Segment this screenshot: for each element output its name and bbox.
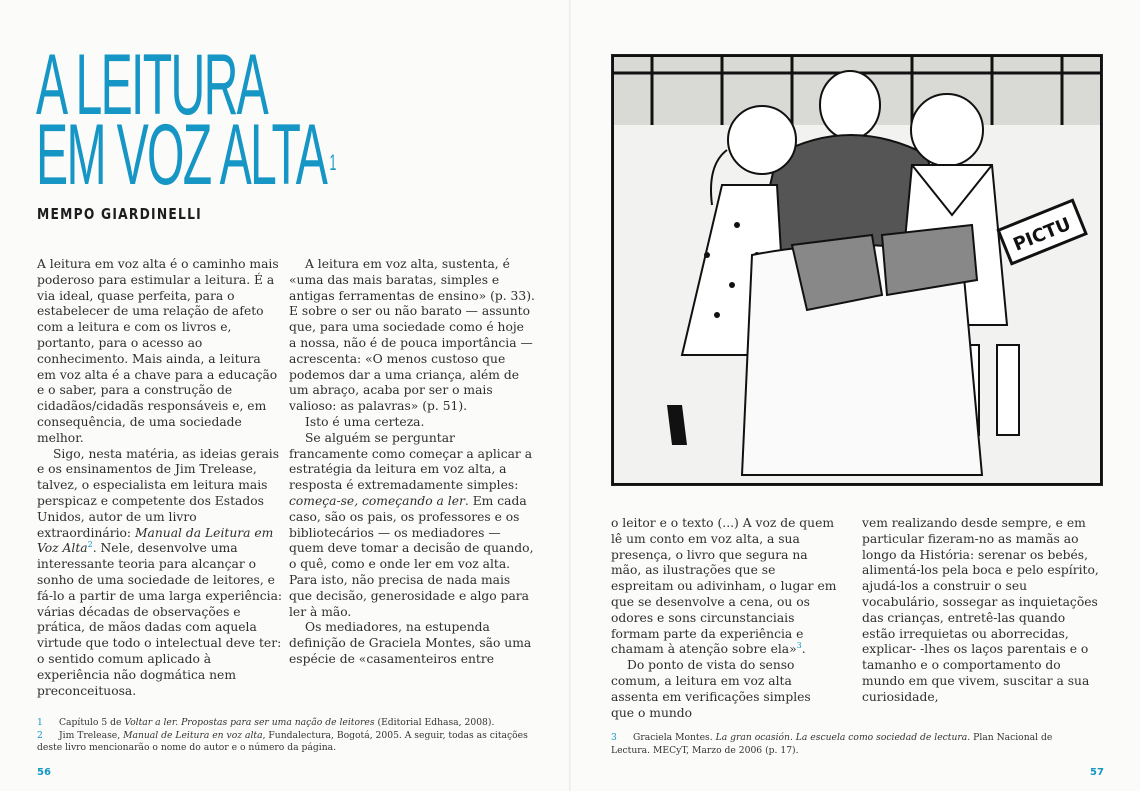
- paragraph: vem realizando desde sempre, e em particular fizeram-no as mamãs ao longo da História: serenar os bebés, alimentá-los pela boca e pelo espírito, ajudá-los a construir o seu vocabulário, sossegar as inquietações das crianças, entretê-las quando estão irrequietas ou aborrecidas, explicar- -lhes os laços parentais e o tamanho e o comportamento do mundo em que vivem, suscitar a sua curiosidade,: [862, 516, 1099, 704]
- paragraph: A leitura em voz alta, sustenta, é «uma das mais baratas, simples e antigas ferramentas de ensino» (p. 33). E sobre o ser ou não barato — assunto que, para uma sociedade como é hoje a nossa, não é de pouca importância — acrescenta: «O menos custoso que podemos dar a uma criança, além de um abraço, acaba por ser o mais valioso: as palavras» (p. 51).: [289, 257, 535, 414]
- paragraph: Se alguém se perguntar francamente como começar a aplicar a estratégia da leitura em voz alta, a resposta é extremadamente simples: começa-se, começando a ler. Em cada caso, são os pais, os professores e os bibliotecários — os mediadores — quem deve tomar a decisão de quando, o quê, como e onde ler em voz alta. Para isto, não precisa de nada mais que decisão, generosidade e algo para ler à mão.: [289, 430, 534, 619]
- title-footnote-mark: 1: [329, 150, 337, 175]
- title-line-2: EM VOZ ALTA: [36, 107, 327, 203]
- author-name: MEMPO GIARDINELLI: [37, 205, 202, 223]
- text-column-1: [37, 257, 283, 699]
- paragraph: Isto é uma certeza.: [305, 414, 425, 429]
- illustration-sign-text: PICTU: [1010, 213, 1074, 256]
- paragraph: Do ponto de vista do senso comum, a leitura em voz alta assenta em verificações simples que o mundo: [611, 658, 811, 720]
- footnote-ref: 3: [796, 641, 802, 651]
- text-column-4: [862, 516, 1102, 706]
- page-gutter: [569, 0, 571, 791]
- article-title: [36, 37, 337, 203]
- footnote-2: 2 Jim Trelease, Manual de Leitura en voz alta, Fundalectura, Bogotá, 2005. A seguir, todas as citações deste livro mencionarão o nome do autor e o número da página.: [37, 729, 528, 753]
- page-number-left: 56: [37, 767, 51, 778]
- vintage-reading-illustration: [611, 54, 1103, 486]
- paragraph: o leitor e o texto (...) A voz de quem lê um conto em voz alta, a sua presença, o livro que segura na mão, as ilustrações que se espreitam ou adivinham, o lugar em que se desenvolve a cena, ou os odores e sons circunstanciais formam parte da experiência e chamam à atenção sobre ela»$^3$.: [611, 516, 837, 657]
- illustration-drawing: [612, 55, 1102, 485]
- text-column-2: [289, 257, 535, 668]
- paragraph: Os mediadores, na estupenda definição de Graciela Montes, são uma espécie de «casamenteiros entre: [289, 620, 532, 666]
- paragraph: A leitura em voz alta é o caminho mais poderoso para estimular a leitura. É a via ideal, quase perfeita, para o estabelecer de uma relação de afeto com a leitura e com os livros e, portanto, para o acesso ao conhecimento. Mais ainda, a leitura em voz alta é a chave para a educação e o saber, para a construção de cidadãos/cidadãs responsáveis e, em consequência, de uma sociedade melhor.: [37, 257, 279, 445]
- footnote-3: 3 Graciela Montes. La gran ocasión. La escuela como sociedad de lectura. Plan Nacional de Lectura. MECyT, Marzo de 2006 (p. 17).: [611, 732, 1053, 756]
- text-column-3: [611, 516, 837, 721]
- footnote-ref: 2: [87, 540, 93, 550]
- footnotes-left: [37, 717, 537, 755]
- paragraph: Sigo, nesta matéria, as ideias gerais e os ensinamentos de Jim Trelease, talvez, o especialista em leitura mais perspicaz e competente dos Estados Unidos, autor de um livro extraordinário: Manual da Leitura em Voz Alta$^2$. Nele, desenvolve uma interessante teoria para alcançar o sonho de uma sociedade de leitores, e fá-lo a partir de uma larga experiência: várias décadas de observações e prática, de mãos dadas com aquela virtude que todo o intelectual deve ter: o sentido comum aplicado à experiência não dogmática nem preconceituosa.: [37, 446, 283, 698]
- title-line-1: A LEITURA: [36, 37, 268, 133]
- footnote-1: 1 Capítulo 5 de Voltar a ler. Propostas para ser uma nação de leitores (Editorial Edhasa, 2008).: [37, 717, 495, 728]
- footnotes-right: [611, 732, 1081, 757]
- page-number-right: 57: [1090, 767, 1104, 778]
